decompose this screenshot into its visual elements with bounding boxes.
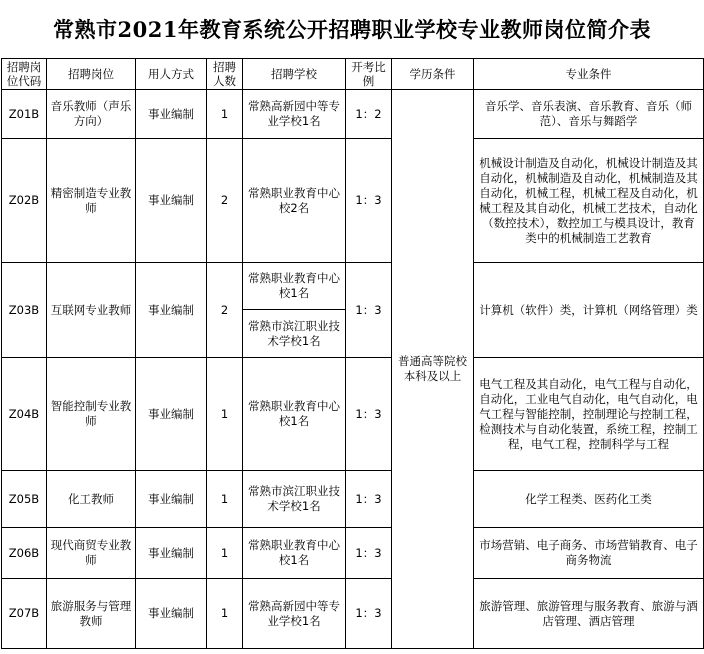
cell-code: Z07B (2, 579, 47, 649)
cell-education: 普通高等院校本科及以上 (392, 90, 474, 649)
cell-ratio: 1：3 (346, 528, 392, 579)
cell-employment: 事业编制 (136, 579, 207, 649)
cell-position: 现代商贸专业教师 (47, 528, 136, 579)
cell-employment: 事业编制 (136, 139, 207, 263)
cell-ratio: 1：3 (346, 358, 392, 471)
cell-school: 常熟高新园中等专业学校1名 (243, 90, 346, 139)
cell-employment: 事业编制 (136, 528, 207, 579)
header-employment: 用人方式 (136, 59, 207, 90)
cell-major: 电气工程及其自动化，电气工程与自动化，自动化，工业电气自动化，电气自动化，电气工程与智能控制，控制理论与控制工程，检测技术与自动化装置，系统工程，控制工程，电气工程，控制科学与工程 (474, 358, 704, 471)
cell-code: Z05B (2, 471, 47, 528)
positions-table (1, 58, 704, 649)
cell-major: 旅游管理、旅游管理与服务教育、旅游与酒店管理、酒店管理 (474, 579, 704, 649)
cell-ratio: 1：3 (346, 139, 392, 263)
cell-code: Z01B (2, 90, 47, 139)
cell-school: 常熟高新园中等专业学校1名 (243, 579, 346, 649)
header-school: 招聘学校 (243, 59, 346, 90)
cell-school: 常熟市滨江职业技术学校1名 (243, 471, 346, 528)
header-position: 招聘岗位 (47, 59, 136, 90)
cell-count: 1 (207, 579, 243, 649)
cell-position: 旅游服务与管理教师 (47, 579, 136, 649)
cell-major: 市场营销、电子商务、市场营销教育、电子商务物流 (474, 528, 704, 579)
cell-school: 常熟市滨江职业技术学校1名 (243, 310, 346, 358)
cell-ratio: 1：2 (346, 90, 392, 139)
cell-code: Z03B (2, 263, 47, 358)
header-count: 招聘人数 (207, 59, 243, 90)
cell-position: 化工教师 (47, 471, 136, 528)
cell-employment: 事业编制 (136, 358, 207, 471)
cell-count: 2 (207, 263, 243, 358)
table-row (2, 358, 704, 471)
cell-major: 化学工程类、医药化工类 (474, 471, 704, 528)
header-major: 专业条件 (474, 59, 704, 90)
cell-major: 音乐学、音乐表演、音乐教育、音乐（师范）、音乐与舞蹈学 (474, 90, 704, 139)
cell-code: Z04B (2, 358, 47, 471)
cell-ratio: 1：3 (346, 579, 392, 649)
table-row (2, 471, 704, 528)
table-row (2, 263, 704, 310)
cell-ratio: 1：3 (346, 263, 392, 358)
cell-count: 2 (207, 139, 243, 263)
cell-code: Z02B (2, 139, 47, 263)
table-row (2, 90, 704, 139)
cell-school: 常熟职业教育中心校1名 (243, 263, 346, 310)
cell-count: 1 (207, 528, 243, 579)
cell-position: 智能控制专业教师 (47, 358, 136, 471)
cell-employment: 事业编制 (136, 471, 207, 528)
cell-position: 精密制造专业教师 (47, 139, 136, 263)
cell-position: 音乐教师（声乐方向） (47, 90, 136, 139)
cell-employment: 事业编制 (136, 263, 207, 358)
table-row (2, 139, 704, 263)
cell-count: 1 (207, 358, 243, 471)
cell-count: 1 (207, 90, 243, 139)
header-ratio: 开考比例 (346, 59, 392, 90)
cell-employment: 事业编制 (136, 90, 207, 139)
cell-school: 常熟职业教育中心校1名 (243, 528, 346, 579)
cell-position: 互联网专业教师 (47, 263, 136, 358)
cell-school: 常熟职业教育中心校2名 (243, 139, 346, 263)
cell-major: 机械设计制造及自动化，机械设计制造及其自动化，机械制造及自动化，机械制造及其自动化，机械工程，机械工程及自动化，机械工程及其自动化，机械工艺技术，自动化（数控技术），数控加工与模具设计，教育类中的机械制造工艺教育 (474, 139, 704, 263)
cell-code: Z06B (2, 528, 47, 579)
cell-ratio: 1：3 (346, 471, 392, 528)
page-title: 常熟市2021年教育系统公开招聘职业学校专业教师岗位简介表 (53, 17, 651, 42)
header-education: 学历条件 (392, 59, 474, 90)
cell-major: 计算机（软件）类，计算机（网络管理）类 (474, 263, 704, 358)
table-row (2, 579, 704, 649)
cell-count: 1 (207, 471, 243, 528)
header-code: 招聘岗位代码 (2, 59, 47, 90)
table-header-row (2, 59, 704, 90)
table-row (2, 528, 704, 579)
cell-school: 常熟职业教育中心校1名 (243, 358, 346, 471)
